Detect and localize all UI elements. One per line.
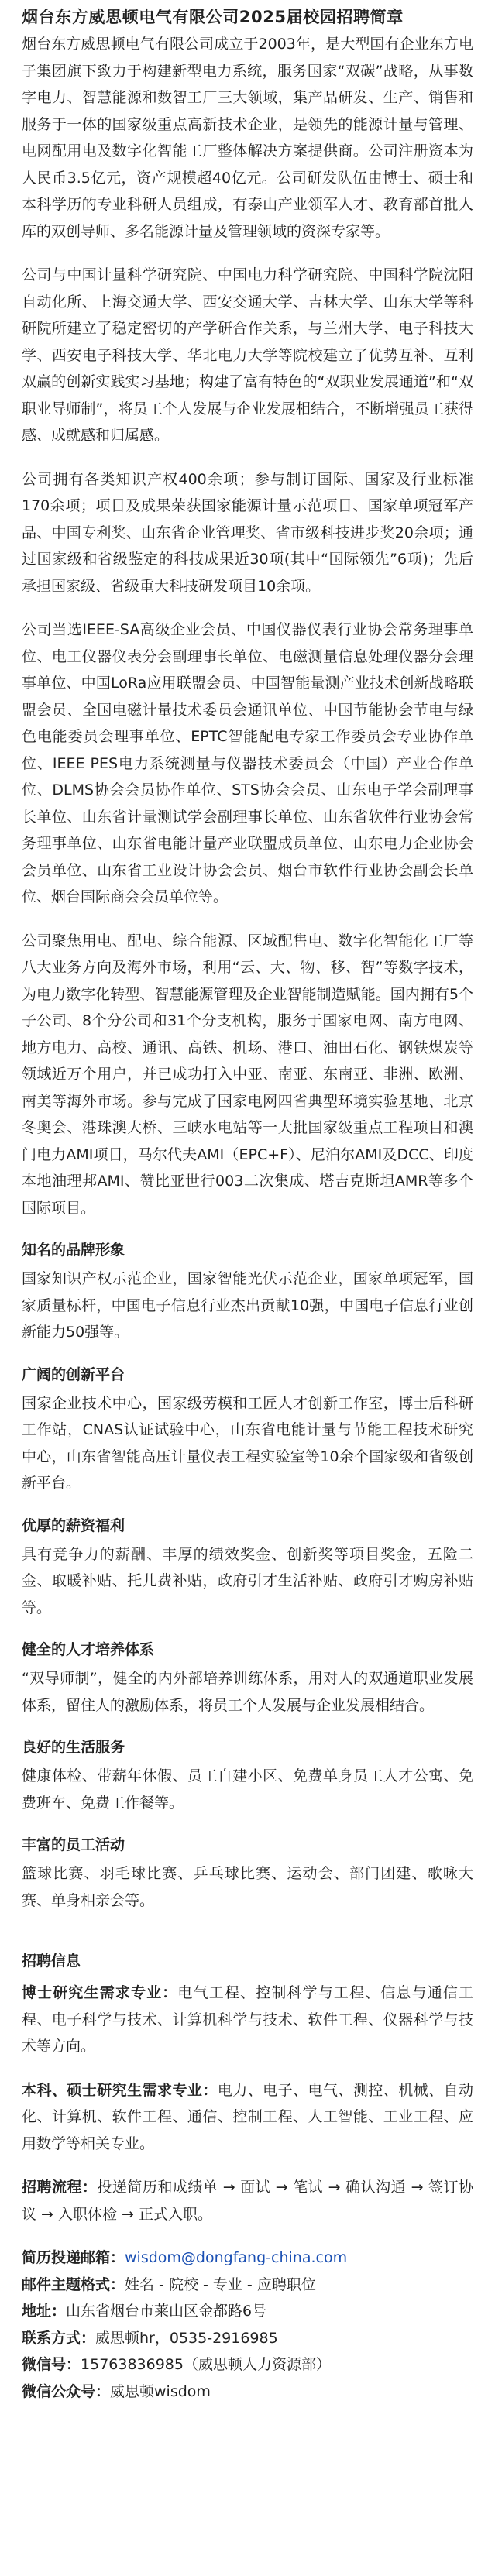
contact-label: 微信公众号： [22,2382,111,2400]
recruit-item-phd [22,1980,473,2060]
contact-subject-row [22,2272,473,2299]
section-benefits [22,1514,473,1622]
section-text: “双导师制”，健全的内外部培养训练体系，用对人的双通道职业发展体系，留住人的激励体系，将员工个人发展与企业发展相结合。 [22,1670,473,1714]
recruit-text: 电力、电子、电气、测控、机械、自动化、计算机、软件工程、通信、控制工程、人工智能、工业工程、应用数学等相关专业。 [22,2081,473,2152]
contact-value: 威思顿wisdom [110,2382,211,2400]
section-platform [22,1363,473,1497]
recruit-text: 投递简历和成绩单 → 面试 → 笔试 → 确认沟通 → 签订协议 → 入职体检 → 正式入职。 [22,2179,473,2223]
section-text: 国家知识产权示范企业，国家智能光伏示范企业，国家单项冠军，国家质量标杆，中国电子信息行业杰出贡献10强，中国电子信息行业创新能力50强等。 [22,1270,473,1341]
recruit-label: 博士研究生需求专业： [22,1984,178,2001]
section-activities [22,1833,473,1914]
intro-paragraph: 烟台东方威思顿电气有限公司成立于2003年，是大型国有企业东方电子集团旗下致力于构建新型电力系统，服务国家“双碳”战略，从事数字电力、智慧能源和数智工厂三大领域，集产品研发、生产、销售和服务于一体的国家级重点高新技术企业，是领先的能源计量与管理、电网配用电及数字化智能工厂整体解决方案提供商。公司注册资本为人民币3.5亿元，资产规模超40亿元。公司研发队伍由博士、硕士和本科学历的专业科研人员组成，有泰山产业领军人才、教育部首批人库的双创导师、多名能源计量及管理领域的资深专家等。 [22,36,473,240]
intro-paragraph: 公司与中国计量科学研究院、中国电力科学研究院、中国科学院沈阳自动化所、上海交通大学、西安交通大学、吉林大学、山东大学等科研院所建立了稳定密切的产学研合作关系，与兰州大学、电子科技大学、西安电子科技大学、华北电力大学等院校建立了优势互补、互利双赢的创新实践实习基地；构建了富有特色的“双职业发展通道”和“双职业导师制”，将员工个人发展与企业发展相结合，不断增强员工获得感、成就感和归属感。 [22,266,473,444]
section-life [22,1736,473,1816]
contact-value: 威思顿hr，0535-2916985 [95,2329,278,2347]
section-text: 健康体检、带薪年休假、员工自建小区、免费单身员工人才公寓、免费班车、免费工作餐等。 [22,1767,473,1812]
intro-paragraph: 公司当选IEEE-SA高级企业会员、中国仪器仪表行业协会常务理事单位、电工仪器仪表分会副理事长单位、电磁测量信息处理仪器分会理事单位、中国LoRa应用联盟会员、中国智能量测产业技术创新战略联盟会员、全国电磁计量技术委员会通讯单位、中国节能协会节电与绿色电能委员会理事单位、EPTC智能配电专家工作委员会专业协作单位、IEEE PES电力系统测量与仪器技术委员会（中国）产业合作单位、DLMS协会会员协作单位、STS协会会员、山东电子学会副理事长单位、山东省计量测试学会副理事长单位、山东省软件行业协会常务理事单位、山东省电能计量产业联盟成员单位、山东电力企业协会会员单位、山东省工业设计协会会员、烟台市软件行业协会副会长单位、烟台国际商会会员单位等。 [22,621,473,905]
section-heading: 健全的人才培养体系 [22,1641,155,1658]
contact-address-row [22,2298,473,2325]
contact-wechat-row [22,2351,473,2379]
contact-value: 15763836985（威思顿人力资源部） [81,2356,331,2373]
contact-info [22,2245,473,2405]
section-heading: 知名的品牌形象 [22,1242,125,1259]
recruit-label: 招聘流程： [22,2179,98,2196]
contact-label: 邮件主题格式： [22,2275,125,2293]
section-heading: 广阔的创新平台 [22,1365,125,1383]
contact-official-row [22,2379,473,2406]
recruit-title: 招聘信息 [22,1953,81,1970]
contact-email-row [22,2245,473,2272]
section-brand [22,1238,473,1346]
contact-label: 简历投递邮箱： [22,2249,125,2266]
contact-label: 微信号： [22,2356,81,2373]
section-heading: 丰富的员工活动 [22,1836,125,1853]
recruit-label: 本科、硕士研究生需求专业： [22,2081,218,2099]
section-text: 篮球比赛、羽毛球比赛、乒乓球比赛、运动会、部门团建、歌咏大赛、单身相亲会等。 [22,1865,473,1909]
contact-label: 联系方式： [22,2329,96,2347]
recruit-item-bachelor-master [22,2077,473,2158]
contact-phone-row [22,2325,473,2352]
recruit-item-process [22,2174,473,2227]
section-text: 国家企业技术中心，国家级劳模和工匠人才创新工作室，博士后科研工作站，CNAS认证试验中心，山东省电能计量与节能工程技术研究中心，山东省智能高压计量仪表工程实验室等10余个国家级和省级创新平台。 [22,1394,473,1492]
email-link[interactable]: wisdom@dongfang-china.com [125,2249,348,2266]
recruit-text: 电气工程、控制科学与工程、信息与通信工程、电子科学与技术、计算机科学与技术、软件工程、仪器科学与技术等方向。 [22,1984,473,2055]
content [0,5,495,2405]
contact-value: 姓名 - 院校 - 专业 - 应聘职位 [125,2275,316,2293]
section-training [22,1638,473,1719]
page-title: 烟台东方威思顿电气有限公司2025届校园招聘简章 [22,8,404,26]
intro-paragraph: 公司拥有各类知识产权400余项；参与制订国际、国家及行业标准170余项；项目及成果荣获国家能源计量示范项目、国家单项冠军产品、中国专利奖、山东省企业管理奖、省市级科技进步奖20余项；通过国家级和省级鉴定的科技成果近30项(其中“国际领先”6项)；先后承担国家级、省级重大科技研发项目10余项。 [22,470,473,595]
section-heading: 优厚的薪资福利 [22,1516,125,1534]
contact-value: 山东省烟台市莱山区金都路6号 [66,2303,267,2320]
contact-label: 地址： [22,2303,67,2320]
section-text: 具有竞争力的薪酬、丰厚的绩效奖金、创新奖等项目奖金，五险二金、取暖补贴、托儿费补贴，政府引才生活补贴、政府引才购房补贴等。 [22,1545,473,1616]
section-heading: 良好的生活服务 [22,1739,125,1756]
recruit-info [22,1949,473,2227]
intro-paragraph: 公司聚焦用电、配电、综合能源、区域配售电、数字化智能化工厂等八大业务方向及海外市场，利用“云、大、物、移、智”等数字技术，为电力数字化转型、智慧能源管理及企业智能制造赋能。国内拥有5个子公司、8个分公司和31个分支机构，服务于国家电网、南方电网、地方电力、高校、通讯、高铁、机场、港口、油田石化、钢铁煤炭等领域近万个用户，并已成功打入中亚、南亚、东南亚、非洲、欧洲、南美等海外市场。参与完成了国家电网四省典型环境实验基地、北京冬奥会、港珠澳大桥、三峡水电站等一大批国家级重点工程项目和澳门电力AMI项目，马尔代夫AMI（EPC+F）、尼泊尔AMI及DCC、印度本地油理邦AMI、赞比亚世行003二次集成、塔吉克斯坦AMR等多个国际项目。 [22,932,473,1217]
